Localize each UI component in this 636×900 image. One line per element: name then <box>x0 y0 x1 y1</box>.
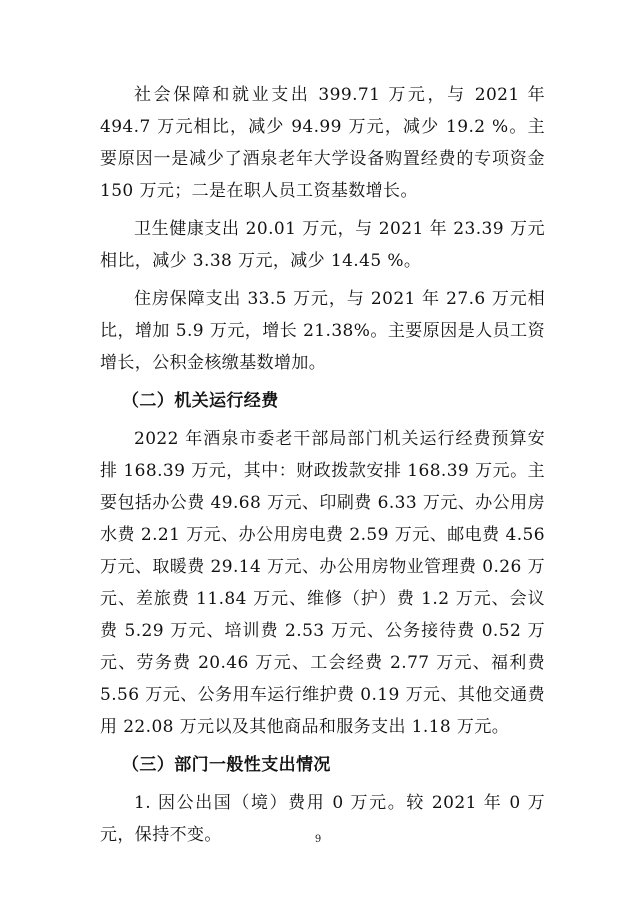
paragraph-health: 卫生健康支出 20.01 万元，与 2021 年 23.39 万元相比，减少 3.38 万元，减少 14.45 %。 <box>100 219 545 271</box>
paragraph-operating-expenses: 2022 年酒泉市委老干部局部门机关运行经费预算安排 168.39 万元，其中：财政拨款安排 168.39 万元。主要包括办公费 49.68 万元、印刷费 6.33 万元、办公用房水费 2.21 万元、办公用房电费 2.59 万元、邮电费 4.56 万元、取暖费 29.14 万元、办公用房物业管理费 0.26 万元、差旅费 11.84 万元、维修（护）费 1.2 万元、会议费 5.29 万元、培训费 2.53 万元、公务接待费 0.52 万元、劳务费 20.46 万元、工会经费 2.77 万元、福利费 5.56 万元、公务用车运行维护费 0.19 万元、其他交通费用 22.08 万元以及其他商品和服务支出 1.18 万元。 <box>100 429 545 737</box>
paragraph-housing: 住房保障支出 33.5 万元，与 2021 年 27.6 万元相比，增加 5.9 万元，增长 21.38%。主要原因是人员工资增长，公积金核缴基数增加。 <box>100 289 545 373</box>
section-heading-operating-expenses: （二）机关运行经费 <box>122 391 279 411</box>
paragraph-social-security: 社会保障和就业支出 399.71 万元，与 2021 年 494.7 万元相比，减少 94.99 万元，减少 19.2 %。主要原因一是减少了酒泉老年大学设备购置经费的专项资金 150 万元；二是在职人员工资基数增长。 <box>100 85 545 201</box>
page-number: 9 <box>314 834 322 845</box>
paragraph-overseas-travel: 1. 因公出国（境）费用 0 万元。较 2021 年 0 万元，保持不变。 <box>100 793 545 845</box>
document-body <box>100 79 545 857</box>
section-heading-general-expenditure: （三）部门一般性支出情况 <box>122 755 331 775</box>
